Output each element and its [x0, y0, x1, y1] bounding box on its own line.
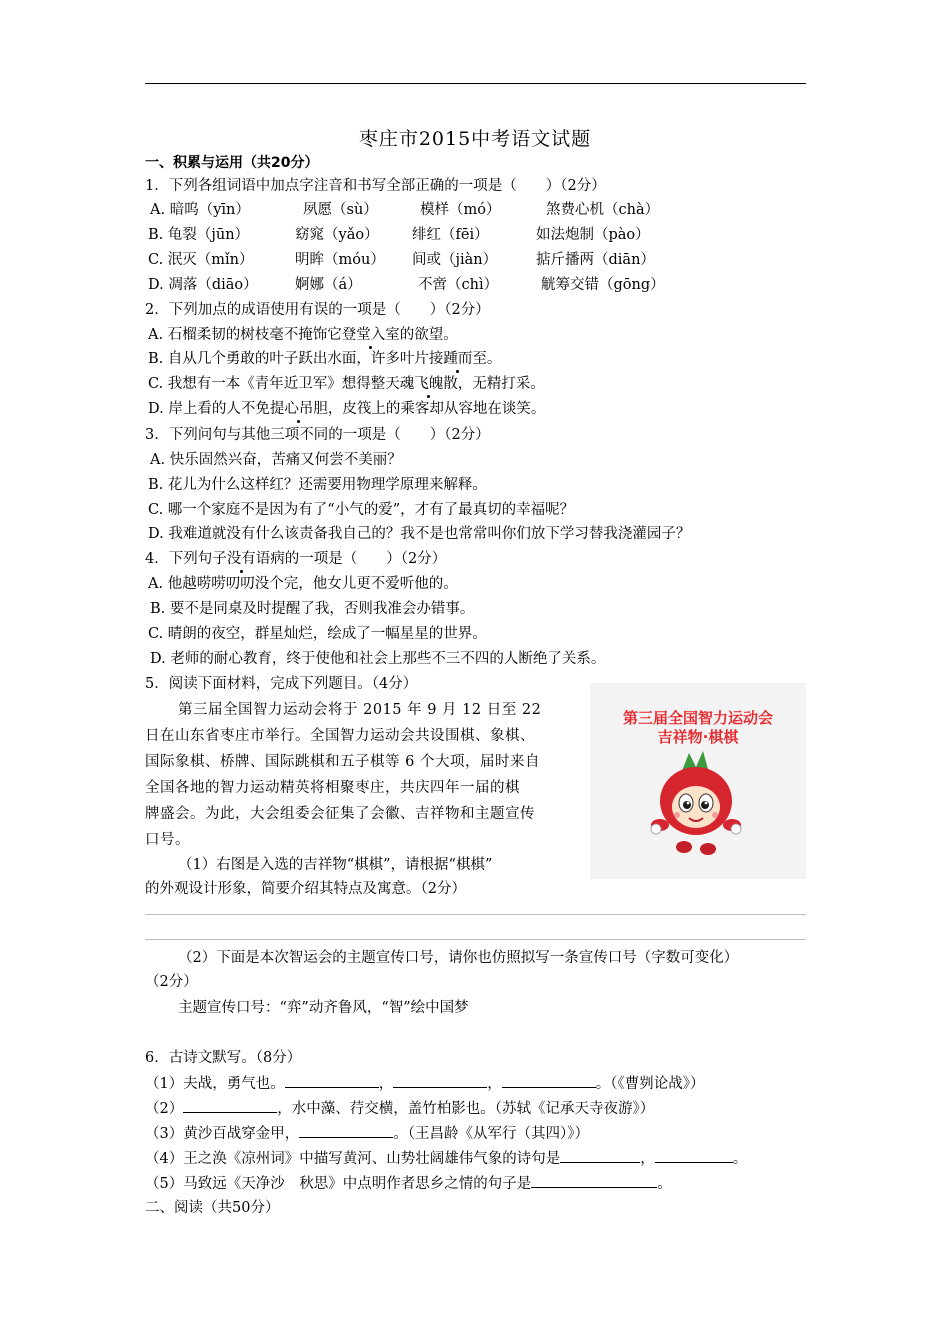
q1-option-d-1: D. 凋落（diāo）	[148, 277, 258, 293]
q4-option-d: D. 老师的耐心教育，终于使他和社会上那些不三不四的人断绝了关系。	[150, 651, 606, 667]
q3-option-c: C. 哪一个家庭不是因为有了“小气的爱”，才有了最真切的幸福呢？	[148, 502, 575, 518]
fill-blank[interactable]	[285, 1073, 379, 1088]
question-6-stem: 6．古诗文默写。（8分）	[145, 1050, 302, 1066]
q1-option-d-2: 婀娜（á）	[295, 277, 362, 293]
q5-sub1-line: （1）右图是入选的吉祥物“棋棋”，请根据“棋棋”	[178, 857, 493, 873]
header-rule	[145, 83, 806, 84]
q1-option-a-4: 煞费心机（chà）	[546, 202, 660, 218]
question-3-stem: 3．下列问句与其他三项不同的一项是（ ）（2分）	[145, 427, 490, 443]
mascot-caption: 第三届全国智力运动会 吉祥物·棋棋	[622, 709, 773, 746]
dotted-idiom: 接踵而至	[428, 351, 487, 367]
q5-slogan: 主题宣传口号：“弈”动齐鲁风，“智”绘中国梦	[178, 1000, 469, 1016]
q1-option-c-4: 掂斤播两（diān）	[536, 252, 655, 268]
fill-blank[interactable]	[393, 1073, 487, 1088]
q3-option-b: B. 花儿为什么这样红？还需要用物理学原理来解释。	[148, 477, 487, 493]
q3-option-d: D. 我难道就没有什么该责备我自己的？我不是也常常叫你们放下学习替我浇灌园子？	[148, 526, 691, 542]
q1-option-d-4: 觥筹交错（gōng）	[541, 277, 665, 293]
fill-blank[interactable]	[183, 1098, 277, 1113]
q2-option-a: A. 石榴柔韧的树枝毫不掩饰它登堂入室的欲望。	[148, 327, 458, 343]
q2-option-c: C. 我想有一本《青年近卫军》想得整天魂飞魄散，无精打采。	[148, 376, 545, 392]
q5-material-line: 第三届全国智力运动会将于 2015 年 9 月 12 日至 22	[178, 702, 542, 718]
q1-option-b-4: 如法炮制（pào）	[536, 227, 650, 243]
fill-blank[interactable]	[502, 1073, 596, 1088]
section-heading-2: 二、阅读（共50分）	[145, 1200, 280, 1216]
q5-material-line: 口号。	[145, 832, 190, 848]
q5-material-line: 国际象棋、桥牌、国际跳棋和五子棋等 6 个大项，届时来自	[145, 754, 540, 770]
q3-option-a: A. 快乐固然兴奋，苦痛又何尝不美丽？	[150, 452, 402, 468]
q5-sub1-line: 的外观设计形象，简要介绍其特点及寓意。（2分）	[145, 881, 466, 897]
dotted-idiom: 魂飞魄散	[399, 376, 458, 392]
page-title: 枣庄市2015中考语文试题	[358, 128, 592, 150]
q6-line-1: （1）夫战，勇气也。 ， ， 。（《曹刿论战》）	[145, 1073, 704, 1094]
q6-line-3: （3）黄沙百战穿金甲， 。（王昌龄《从军行（其四）》）	[145, 1123, 589, 1144]
q4-option-c: C. 晴朗的夜空，群星灿烂，绘成了一幅星星的世界。	[148, 626, 487, 642]
q1-option-a-2: 夙愿（sù）	[303, 202, 378, 218]
question-1-stem: 1．下列各组词语中加点字注音和书写全部正确的一项是（ ）（2分）	[145, 178, 606, 194]
q1-option-b-3: 绯红（fēi）	[412, 227, 489, 243]
dotted-idiom: 提心吊胆	[269, 401, 328, 417]
q1-option-a-1: A. 暗呜（yīn）	[150, 202, 250, 218]
question-4-stem: 4．下列句子没有语病的一项是（ ）（2分）	[145, 551, 447, 567]
dotted-word: 没有	[226, 551, 256, 567]
q2-option-d: D. 岸上看的人不免提心吊胆，皮筏上的乘客却从容地在谈笑。	[148, 401, 546, 417]
fill-blank[interactable]	[299, 1123, 393, 1138]
q6-line-2: （2） ，水中藻、荇交横，盖竹柏影也。（苏轼《记承天寺夜游》）	[145, 1098, 654, 1119]
answer-line[interactable]	[145, 939, 806, 940]
q6-line-4: （4）王之涣《凉州词》中描写黄河、山势壮阔雄伟气象的诗句是 ， 。	[145, 1148, 747, 1169]
section-heading-1: 一、积累与运用（共20分）	[145, 155, 319, 171]
q1-option-c-1: C. 泯灭（mǐn）	[148, 252, 254, 268]
mascot-figure-icon	[590, 683, 806, 879]
fill-blank[interactable]	[560, 1148, 640, 1163]
q1-option-c-2: 明眸（móu）	[295, 252, 385, 268]
q4-option-b: B. 要不是同桌及时提醒了我，否则我准会办错事。	[150, 601, 475, 617]
q2-option-b: B. 自从几个勇敢的叶子跃出水面，许多叶片接踵而至。	[148, 351, 502, 367]
q5-material-line: 日在山东省枣庄市举行。全国智力运动会共设围棋、象棋、	[145, 728, 535, 744]
question-5-stem: 5．阅读下面材料，完成下列题目。（4分）	[145, 676, 418, 692]
fill-blank[interactable]	[531, 1173, 657, 1188]
q5-sub2-line: （2分）	[145, 974, 198, 990]
question-2-stem: 2．下列加点的成语使用有误的一项是（ ）（2分）	[145, 302, 490, 318]
q5-material-line: 全国各地的智力运动精英将相聚枣庄，共庆四年一届的棋	[145, 780, 520, 796]
dotted-idiom: 登堂入室	[341, 327, 400, 343]
answer-line[interactable]	[145, 914, 806, 915]
q1-option-b-1: B. 龟裂（jūn）	[148, 227, 250, 243]
fill-blank[interactable]	[655, 1148, 733, 1163]
q1-option-a-3: 模样（mó）	[420, 202, 501, 218]
q5-sub2-line: （2）下面是本次智运会的主题宣传口号，请你也仿照拟写一条宣传口号（字数可变化）	[178, 950, 739, 966]
q4-option-a: A. 他越唠唠叨叨没个完，他女儿更不爱听他的。	[148, 576, 458, 592]
q6-line-5: （5）马致远《天净沙 秋思》中点明作者思乡之情的句子是 。	[145, 1173, 672, 1194]
q5-material-line: 牌盛会。为此，大会组委会征集了会徽、吉祥物和主题宣传	[145, 806, 535, 822]
q1-option-b-2: 窈窕（yǎo）	[295, 227, 379, 243]
q1-option-c-3: 间或（jiàn）	[412, 252, 498, 268]
mascot-image	[590, 683, 806, 879]
q1-option-d-3: 不啻（chì）	[418, 277, 499, 293]
